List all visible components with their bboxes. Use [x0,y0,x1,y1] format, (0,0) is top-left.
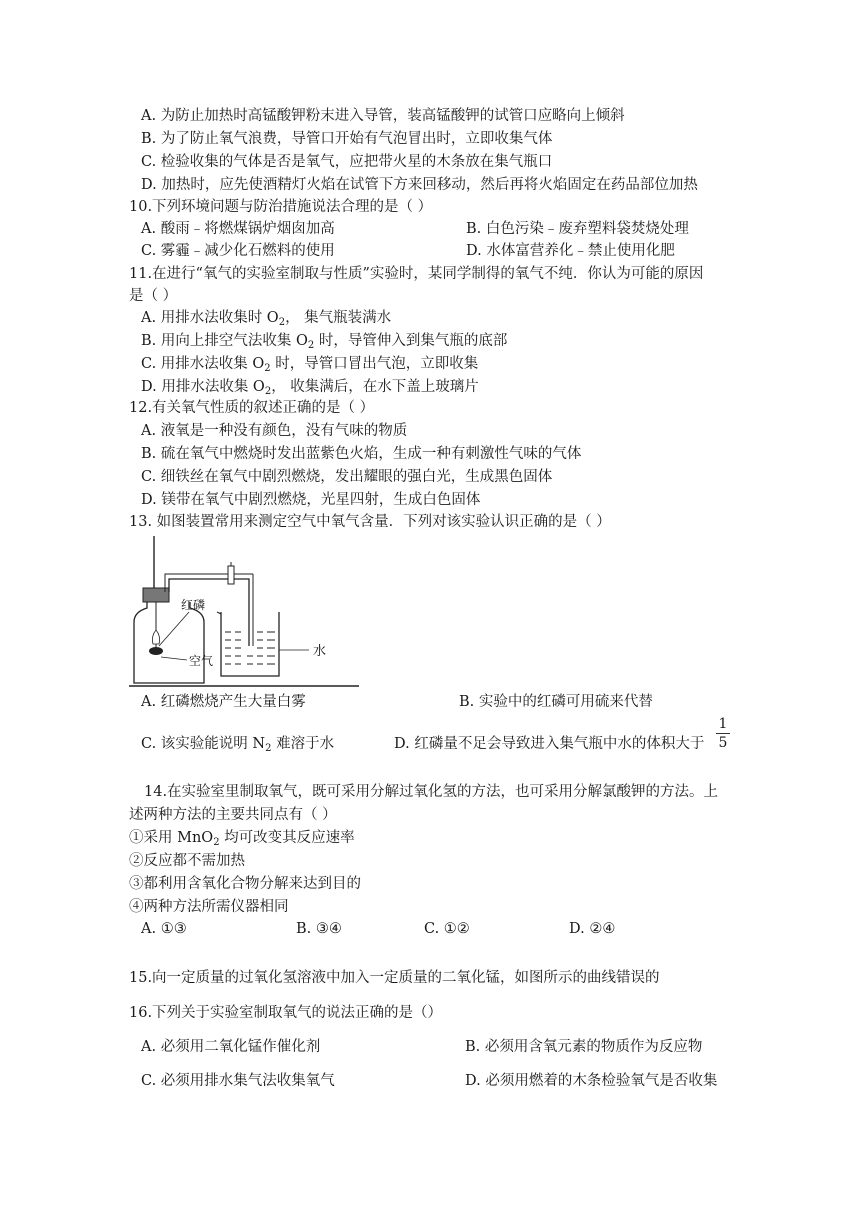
q13-option-c: C. 该实验能说明 $N_2$ 难溶于水 [141,736,335,754]
q11-option-a: A. 用排水法收集时 $O_2$， 集气瓶装满水 [141,310,392,328]
q11-option-d: D. 用排水法收集 $O_2$， 收集满后，在水下盖上玻璃片 [141,379,479,397]
q9-option-d: D. 加热时，应先使酒精灯火焰在试管下方来回移动，然后再将火焰固定在药品部位加热 [141,177,698,193]
q11-stem-line1: 11.在进行“氧气的实验室制取与性质”实验时，某同学制得的氧气不纯．你认为可能的原因 [129,266,704,282]
q14-option-d: D. ②④ [569,921,616,937]
q9-option-c: C. 检验收集的气体是否是氧气，应把带火星的木条放在集气瓶口 [141,154,553,170]
q11-option-c: C. 用排水法收集 $O_2$ 时，导管口冒出气泡，立即收集 [141,356,479,374]
label-air: 空气 [189,654,214,668]
label-water: 水 [313,644,327,659]
q12-option-b: B. 硫在氧气中燃烧时发出蓝紫色火焰，生成一种有刺激性气味的气体 [141,446,582,462]
q12-stem: 12.有关氧气性质的叙述正确的是（ ） [129,400,375,416]
q14-stem-line1: 14.在实验室里制取氧气，既可采用分解过氧化氢的方法，也可采用分解氯酸钾的方法。上 [144,784,719,800]
q16-option-a: A. 必须用二氧化锰作催化剂 [141,1039,321,1055]
q16-option-b: B. 必须用含氧元素的物质作为反应物 [465,1039,703,1055]
q9-option-a: A. 为防止加热时高锰酸钾粉末进入导管，装高锰酸钾的试管口应略向上倾斜 [141,108,625,124]
q11-option-b: B. 用向上排空气法收集 $O_2$ 时，导管伸入到集气瓶的底部 [141,333,508,351]
q13-stem: 13. 如图装置常用来测定空气中氧气含量．下列对该实验认识正确的是（ ） [129,514,611,530]
q13-apparatus-figure [129,536,359,688]
q10-option-a: A. 酸雨﹣将燃煤锅炉烟囱加高 [141,221,335,237]
q10-stem: 10.下列环境问题与防治措施说法合理的是（ ） [129,199,433,215]
q14-statement-3: ③都利用含氧化合物分解来达到目的 [129,876,361,892]
q13-option-d: D. 红磷量不足会导致进入集气瓶中水的体积大于 [394,736,705,752]
q12-option-d: D. 镁带在氧气中剧烈燃烧，光星四射，生成白色固体 [141,492,481,508]
q10-option-c: C. 雾霾﹣减少化石燃料的使用 [141,243,335,259]
q14-option-b: B. ③④ [296,921,342,937]
q13-option-b: B. 实验中的红磷可用硫来代替 [459,694,653,710]
q14-stem-line2: 述两种方法的主要共同点有（ ） [129,807,337,823]
q14-statement-4: ④两种方法所需仪器相同 [129,899,289,915]
q16-option-c: C. 必须用排水集气法收集氧气 [141,1073,335,1089]
q10-option-d: D. 水体富营养化﹣禁止使用化肥 [466,243,675,259]
q13-option-a: A. 红磷燃烧产生大量白雾 [141,694,306,710]
q16-option-d: D. 必须用燃着的木条检验氧气是否收集 [465,1073,718,1089]
q12-option-a: A. 液氧是一种没有颜色，没有气味的物质 [141,423,408,439]
q15-stem: 15.向一定质量的过氧化氢溶液中加入一定质量的二氧化锰，如图所示的曲线错误的 [129,970,660,986]
q12-option-c: C. 细铁丝在氧气中剧烈燃烧，发出耀眼的强白光，生成黑色固体 [141,469,553,485]
q14-statement-1: ①采用 MnO$_2$ 均可改变其反应速率 [129,830,355,848]
q11-stem-line2: 是（ ） [129,288,178,304]
q14-option-a: A. ①③ [141,921,187,937]
q14-option-c: C. ①② [424,921,470,937]
fraction-one-fifth: 1 5 [716,716,730,751]
q10-option-b: B. 白色污染﹣废弃塑料袋焚烧处理 [466,221,689,237]
label-red-phosphorus: 红磷 [181,598,206,612]
q9-option-b: B. 为了防止氧气浪费，导管口开始有气泡冒出时，立即收集气体 [141,131,553,147]
q16-stem: 16.下列关于实验室制取氧气的说法正确的是（） [129,1005,443,1021]
q14-statement-2: ②反应都不需加热 [129,853,245,869]
